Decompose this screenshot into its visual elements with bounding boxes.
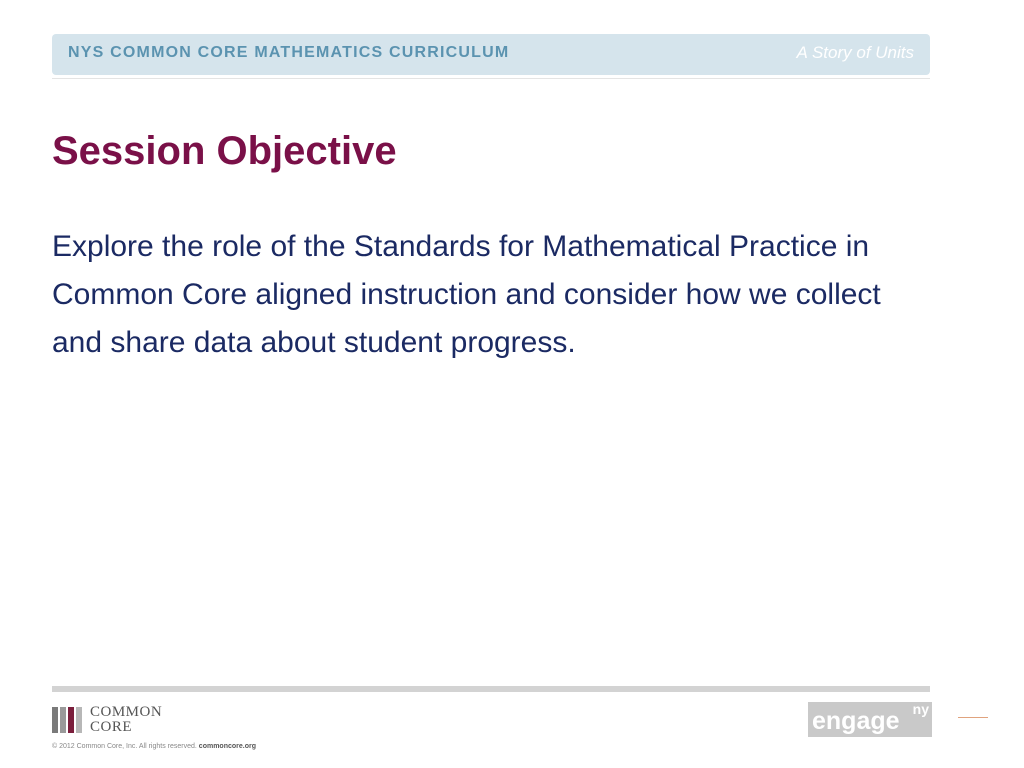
footer-divider (52, 686, 930, 692)
common-core-wordmark (90, 705, 162, 735)
common-core-line2: CORE (90, 719, 133, 735)
curriculum-title: NYS COMMON CORE MATHEMATICS CURRICULUM (68, 44, 510, 61)
common-core-logo (52, 703, 162, 737)
common-core-bars-icon (52, 707, 84, 733)
copyright-notice (52, 743, 256, 750)
common-core-line1: COMMON (90, 704, 163, 720)
engageny-logo (808, 702, 932, 737)
slide-body-text: Explore the role of the Standards for Mathematical Practice in Common Core aligned instruction and consider how we collect and share data about student progress. (52, 230, 881, 359)
series-title: A Story of Units (796, 43, 914, 62)
header-divider (52, 78, 930, 79)
engage-word: engage (812, 707, 900, 735)
engage-ny-suffix: ny (912, 701, 929, 717)
slide-title: Session Objective (52, 129, 397, 173)
copyright-text: © 2012 Common Core, Inc. All rights reserved. (52, 743, 197, 750)
corner-accent-line (958, 717, 988, 718)
copyright-link[interactable]: commoncore.org (198, 743, 256, 750)
header-bar (52, 34, 930, 75)
